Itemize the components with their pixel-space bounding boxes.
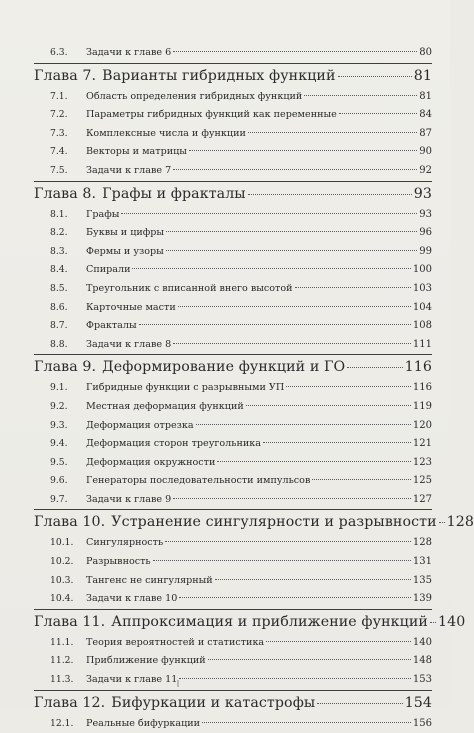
section-title: Задачи к главе 6	[86, 47, 172, 58]
toc-section-entry	[34, 534, 432, 553]
page-number: 99	[419, 245, 432, 257]
section-number: 6.3.	[50, 47, 68, 58]
page-number: 154	[404, 694, 432, 711]
page-number: 125	[412, 475, 432, 487]
toc-section-entry	[34, 261, 432, 280]
dot-leader	[266, 641, 411, 642]
dot-leader	[165, 541, 411, 542]
toc-chapter-entry	[34, 690, 432, 715]
page-number: 87	[419, 127, 432, 139]
toc-section-entry	[34, 671, 432, 690]
dot-leader	[312, 479, 411, 480]
dot-leader	[347, 367, 402, 368]
page-number: 92	[419, 164, 432, 176]
page-number: 120	[412, 419, 432, 431]
dot-leader	[179, 678, 411, 679]
dot-leader	[166, 231, 417, 232]
dot-leader	[338, 76, 412, 77]
page-number: 93	[413, 185, 432, 202]
toc-section-entry	[34, 143, 432, 162]
section-title: Параметры гибридных функций как переменные	[86, 109, 337, 121]
dot-leader	[153, 560, 411, 561]
section-number: 9.2.	[50, 400, 68, 412]
toc-chapter-entry	[34, 63, 432, 88]
page-number: 81	[419, 90, 432, 102]
section-number: 11.3.	[50, 674, 74, 686]
dot-leader	[304, 95, 417, 96]
toc-section-entry	[34, 336, 432, 355]
section-title: Теория вероятностей и статистика	[86, 636, 265, 648]
section-number: 9.7.	[50, 493, 68, 505]
page-number: 103	[412, 282, 432, 294]
page-number: 156	[412, 717, 432, 729]
section-number: 11.1.	[50, 636, 74, 648]
page-number: 108	[412, 320, 432, 332]
page-number: 80	[419, 47, 432, 58]
toc-section-entry	[34, 243, 432, 262]
section-title: Деформация окружности	[86, 456, 216, 468]
page-number: 111	[412, 338, 432, 350]
section-title: Спирали	[86, 264, 131, 276]
chapter-number: Глава 7.	[34, 67, 97, 84]
dot-leader	[439, 522, 445, 523]
toc-section-entry	[34, 88, 432, 107]
page-number: 119	[412, 400, 432, 412]
section-number: 8.1.	[50, 208, 68, 220]
chapter-number: Глава 9.	[34, 359, 97, 376]
chapter-number: Глава 11.	[34, 613, 106, 630]
section-number: 7.1.	[50, 90, 68, 102]
toc-section-entry	[34, 44, 432, 63]
chapter-title: Графы и фракталы	[102, 185, 246, 202]
section-title: Разрывность	[86, 556, 151, 568]
dot-leader	[178, 306, 411, 307]
dot-leader	[202, 722, 411, 723]
dot-leader	[208, 659, 411, 660]
dot-leader	[248, 132, 417, 133]
chapter-title: Варианты гибридных функций	[102, 67, 336, 84]
toc-section-entry	[34, 299, 432, 318]
section-title: Задачи к главе 9	[86, 493, 172, 505]
section-number: 9.1.	[50, 382, 68, 394]
toc-section-entry	[34, 491, 432, 510]
chapter-title: Аппроксимация и приближение функций	[111, 613, 428, 630]
page-number: 153	[412, 674, 432, 686]
page-number: 121	[412, 438, 432, 450]
dot-leader	[295, 287, 411, 288]
section-title: Задачи к главе 7	[86, 164, 172, 176]
section-title: Карточные масти	[86, 301, 176, 313]
dot-leader	[179, 597, 411, 598]
section-number: 8.2.	[50, 227, 68, 239]
section-number: 8.6.	[50, 301, 68, 313]
dot-leader	[317, 703, 402, 704]
section-title: Сингулярность	[86, 537, 164, 549]
toc-section-entry	[34, 224, 432, 243]
dot-leader	[173, 498, 411, 499]
section-number: 9.4.	[50, 438, 68, 450]
dot-leader	[217, 461, 411, 462]
toc-section-entry	[34, 106, 432, 125]
dot-leader	[430, 622, 436, 623]
section-title: Графы	[86, 208, 120, 220]
section-number: 8.7.	[50, 320, 68, 332]
section-number: 9.5.	[50, 456, 68, 468]
section-number: 8.8.	[50, 338, 68, 350]
section-title: Приближение функций	[86, 655, 206, 667]
toc-section-entry	[34, 472, 432, 491]
toc-chapter-entry	[34, 509, 474, 534]
section-number: 8.4.	[50, 264, 68, 276]
section-title: Местная деформация функций	[86, 400, 244, 412]
section-number: 12.1.	[50, 717, 74, 729]
toc-chapter-entry	[34, 609, 466, 634]
page-number: 139	[412, 593, 432, 605]
dot-leader	[139, 324, 411, 325]
page-number: 116	[404, 359, 432, 376]
toc-section-entry	[34, 553, 432, 572]
dot-leader	[248, 194, 412, 195]
section-number: 8.5.	[50, 282, 68, 294]
chapter-title: Деформирование функций и ГО	[102, 359, 346, 376]
section-title: Задачи к главе 10	[86, 593, 178, 605]
dot-leader	[286, 386, 411, 387]
page-number: 131	[412, 556, 432, 568]
dot-leader	[166, 250, 417, 251]
toc-section-entry	[34, 715, 432, 733]
section-title: Треугольник с вписанной внего высотой	[86, 282, 293, 294]
section-number: 10.3.	[50, 574, 74, 586]
page-number: 127	[412, 493, 432, 505]
toc-section-entry	[34, 634, 432, 653]
section-title: Буквы и цифры	[86, 227, 165, 239]
section-title: Задачи к главе 11	[86, 674, 178, 686]
section-number: 10.1.	[50, 537, 74, 549]
dot-leader	[215, 579, 411, 580]
toc-section-entry	[34, 379, 432, 398]
toc-section-entry	[34, 206, 432, 225]
section-title: Фракталы	[86, 320, 137, 332]
page-number: 148	[412, 655, 432, 667]
dot-leader	[189, 150, 417, 151]
chapter-title: Устранение сингулярности и разрывности	[111, 514, 437, 531]
page-number: 128	[446, 514, 474, 531]
page-number: 116	[412, 382, 432, 394]
dot-leader	[173, 51, 417, 52]
page-number: 135	[412, 574, 432, 586]
section-number: 8.3.	[50, 245, 68, 257]
table-of-contents	[34, 44, 474, 733]
chapter-number: Глава 8.	[34, 185, 97, 202]
section-number: 9.6.	[50, 475, 68, 487]
toc-chapter-entry	[34, 181, 432, 206]
page-number: 90	[419, 146, 432, 158]
page-number: 140	[437, 613, 466, 630]
toc-section-entry	[34, 590, 432, 609]
section-title: Гибридные функции с разрывными УП	[86, 382, 285, 394]
dot-leader	[339, 113, 417, 114]
section-title: Деформация отрезка	[86, 419, 194, 431]
section-title: Задачи к главе 8	[86, 338, 172, 350]
dot-leader	[196, 424, 411, 425]
section-title: Комплексные числа и функции	[86, 127, 246, 139]
dot-leader	[173, 343, 411, 344]
page-number: 123	[412, 456, 432, 468]
dot-leader	[263, 442, 411, 443]
section-number: 10.2.	[50, 556, 74, 568]
page-number: 128	[412, 537, 432, 549]
section-number: 11.2.	[50, 655, 74, 667]
section-title: Фермы и узоры	[86, 245, 164, 257]
section-number: 7.5.	[50, 164, 68, 176]
chapter-number: Глава 12.	[34, 694, 106, 711]
section-number: 7.3.	[50, 127, 68, 139]
section-title: Деформация сторон треугольника	[86, 438, 261, 450]
toc-section-entry	[34, 454, 432, 473]
section-title: Реальные бифуркации	[86, 717, 201, 729]
page-number: 96	[419, 227, 432, 239]
toc-section-entry	[34, 125, 432, 144]
page-number: 84	[419, 109, 432, 121]
dot-leader	[132, 268, 410, 269]
page-number: 93	[419, 208, 432, 220]
section-number: 7.2.	[50, 109, 68, 121]
dot-leader	[246, 405, 411, 406]
section-number: 9.3.	[50, 419, 68, 431]
dot-leader	[173, 169, 417, 170]
toc-section-entry	[34, 572, 432, 591]
chapter-title: Бифуркации и катастрофы	[111, 694, 316, 711]
toc-section-entry	[34, 162, 432, 181]
section-title: Генераторы последовательности импульсов	[86, 475, 311, 487]
chapter-number: Глава 10.	[34, 514, 106, 531]
toc-section-entry	[34, 652, 432, 671]
toc-section-entry	[34, 280, 432, 299]
section-number: 10.4.	[50, 593, 74, 605]
section-title: Тангенс не сингулярный	[86, 574, 213, 586]
toc-section-entry	[34, 317, 432, 336]
page-number: 81	[413, 67, 432, 84]
section-title: Векторы и матрицы	[86, 146, 187, 158]
page-mark	[177, 680, 179, 687]
dot-leader	[121, 213, 417, 214]
toc-section-entry	[34, 435, 432, 454]
page-number: 140	[412, 636, 432, 648]
toc-chapter-entry	[34, 354, 432, 379]
section-title: Область определения гибридных функций	[86, 90, 303, 102]
page-number: 100	[412, 264, 432, 276]
toc-section-entry	[34, 417, 432, 436]
toc-section-entry	[34, 398, 432, 417]
section-number: 7.4.	[50, 146, 68, 158]
page-number: 104	[412, 301, 432, 313]
